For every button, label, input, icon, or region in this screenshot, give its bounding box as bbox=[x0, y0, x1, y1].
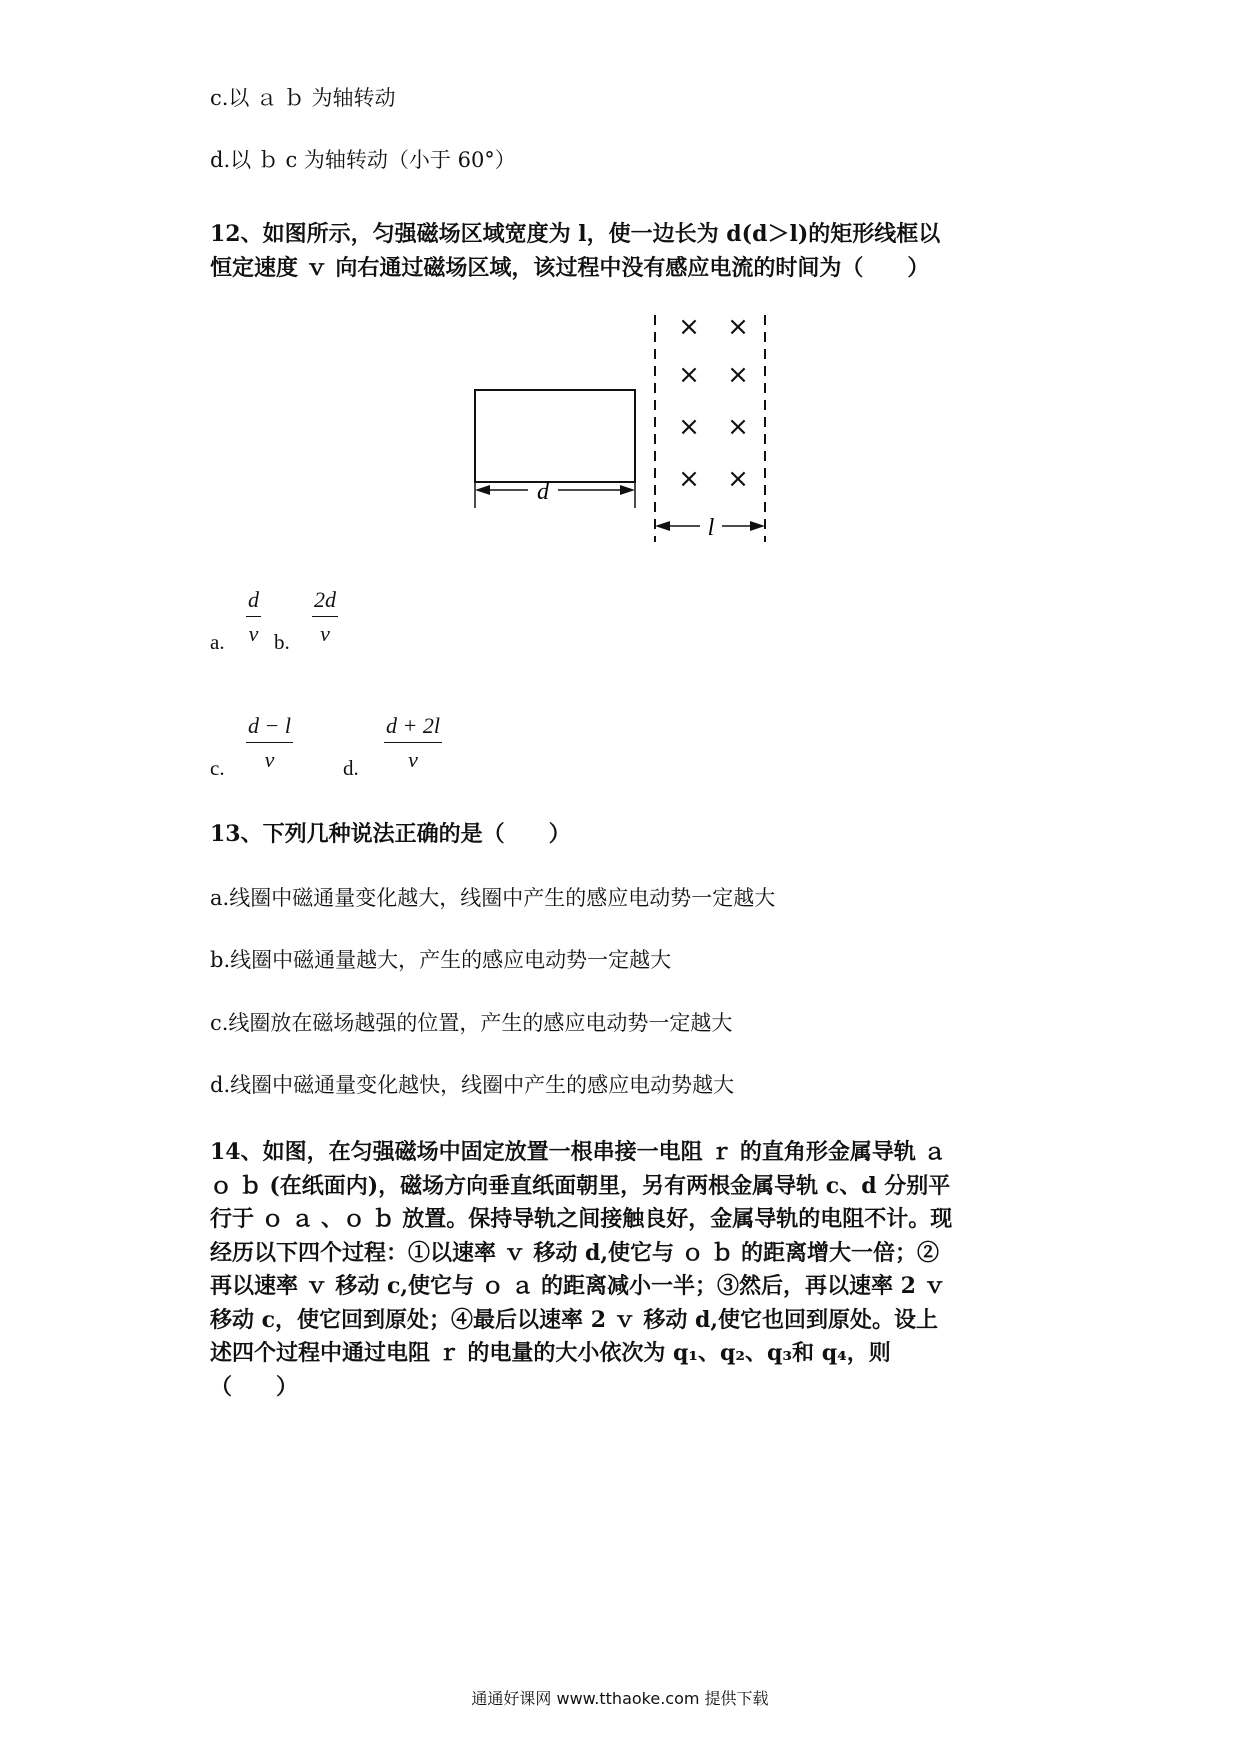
arrow-right-icon bbox=[750, 521, 765, 531]
q14-stem-line: 经历以下四个过程：①以速率 ｖ 移动 d,使它与 ｏ ｂ 的距离增大一倍；② bbox=[210, 1239, 939, 1266]
q11-option-c: c.以 ａ ｂ 为轴转动 bbox=[210, 86, 396, 110]
cross-icon: × bbox=[678, 412, 700, 442]
arrow-left-icon bbox=[655, 521, 670, 531]
q12-stem bbox=[210, 218, 1040, 285]
q11-option-d: d.以 ｂ c 为轴转动（小于 60°） bbox=[210, 148, 516, 172]
page-footer: 通通好课网 www.tthaoke.com 提供下载 bbox=[471, 1689, 769, 1708]
q14-stem bbox=[210, 1136, 1040, 1404]
denominator: v bbox=[248, 621, 259, 646]
q13-option-d: d.线圈中磁通量变化越快，线圈中产生的感应电动势越大 bbox=[210, 1073, 735, 1097]
q12-option-d-fraction bbox=[384, 714, 442, 771]
arrow-left-icon bbox=[475, 485, 490, 495]
cross-icon: × bbox=[727, 360, 749, 390]
q12-option-b-fraction bbox=[312, 588, 338, 645]
q12-option-b-label: b. bbox=[274, 630, 290, 654]
denominator: v bbox=[320, 621, 330, 646]
q14-stem-line: 述四个过程中通过电阻 ｒ 的电量的大小依次为 q₁、q₂、q₃和 q₄，则 bbox=[210, 1340, 891, 1366]
q14-stem-line: 行于 ｏ ａ 、ｏ ｂ 放置。保持导轨之间接触良好，金属导轨的电阻不计。现 bbox=[210, 1206, 953, 1232]
numerator: 2d bbox=[312, 588, 338, 617]
numerator: d − l bbox=[246, 714, 293, 743]
q12-stem-line: 恒定速度 ｖ 向右通过磁场区域，该过程中没有感应电流的时间为（ ） bbox=[210, 254, 930, 281]
numerator: d + 2l bbox=[384, 714, 442, 743]
q14-stem-line: （ ） bbox=[210, 1373, 299, 1400]
label-l: l bbox=[707, 515, 715, 541]
denominator: v bbox=[408, 747, 418, 772]
label-d: d bbox=[537, 479, 549, 505]
q12-figure bbox=[470, 310, 790, 550]
cross-icon: × bbox=[727, 464, 749, 494]
coil-rectangle bbox=[475, 390, 635, 482]
cross-icon: × bbox=[678, 360, 700, 390]
denominator: v bbox=[264, 747, 275, 772]
cross-icon: × bbox=[727, 412, 749, 442]
numerator: d bbox=[246, 588, 261, 617]
q14-stem-line: 14、如图，在匀强磁场中固定放置一根串接一电阻 ｒ 的直角形金属导轨 ａ bbox=[210, 1139, 946, 1165]
q13-option-c: c.线圈放在磁场越强的位置，产生的感应电动势一定越大 bbox=[210, 1011, 733, 1035]
q12-option-a-fraction bbox=[246, 588, 261, 645]
q14-stem-line: ｏ ｂ (在纸面内)，磁场方向垂直纸面朝里，另有两根金属导轨 c、d 分别平 bbox=[210, 1172, 951, 1199]
q12-option-a-label: a. bbox=[210, 630, 225, 654]
q12-option-c-label: c. bbox=[210, 756, 225, 780]
q14-stem-line: 移动 c，使它回到原处；④最后以速率 2 ｖ 移动 d,使它也回到原处。设上 bbox=[210, 1306, 939, 1333]
q13-option-b: b.线圈中磁通量越大，产生的感应电动势一定越大 bbox=[210, 948, 672, 972]
arrow-right-icon bbox=[620, 485, 635, 495]
q13-stem: 13、下列几种说法正确的是（ ） bbox=[210, 821, 571, 847]
q12-option-c-fraction bbox=[246, 714, 293, 771]
q12-option-d-label: d. bbox=[343, 756, 359, 780]
cross-icon: × bbox=[678, 464, 700, 494]
q14-stem-line: 再以速率 ｖ 移动 c,使它与 ｏ ａ 的距离减小一半；③然后，再以速率 2 ｖ bbox=[210, 1273, 946, 1299]
q12-stem-line: 12、如图所示，匀强磁场区域宽度为 l，使一边长为 d(d＞l)的矩形线框以 bbox=[210, 221, 941, 247]
cross-icon: × bbox=[678, 312, 700, 342]
cross-icon: × bbox=[727, 312, 749, 342]
q13-option-a: a.线圈中磁通量变化越大，线圈中产生的感应电动势一定越大 bbox=[210, 886, 776, 910]
